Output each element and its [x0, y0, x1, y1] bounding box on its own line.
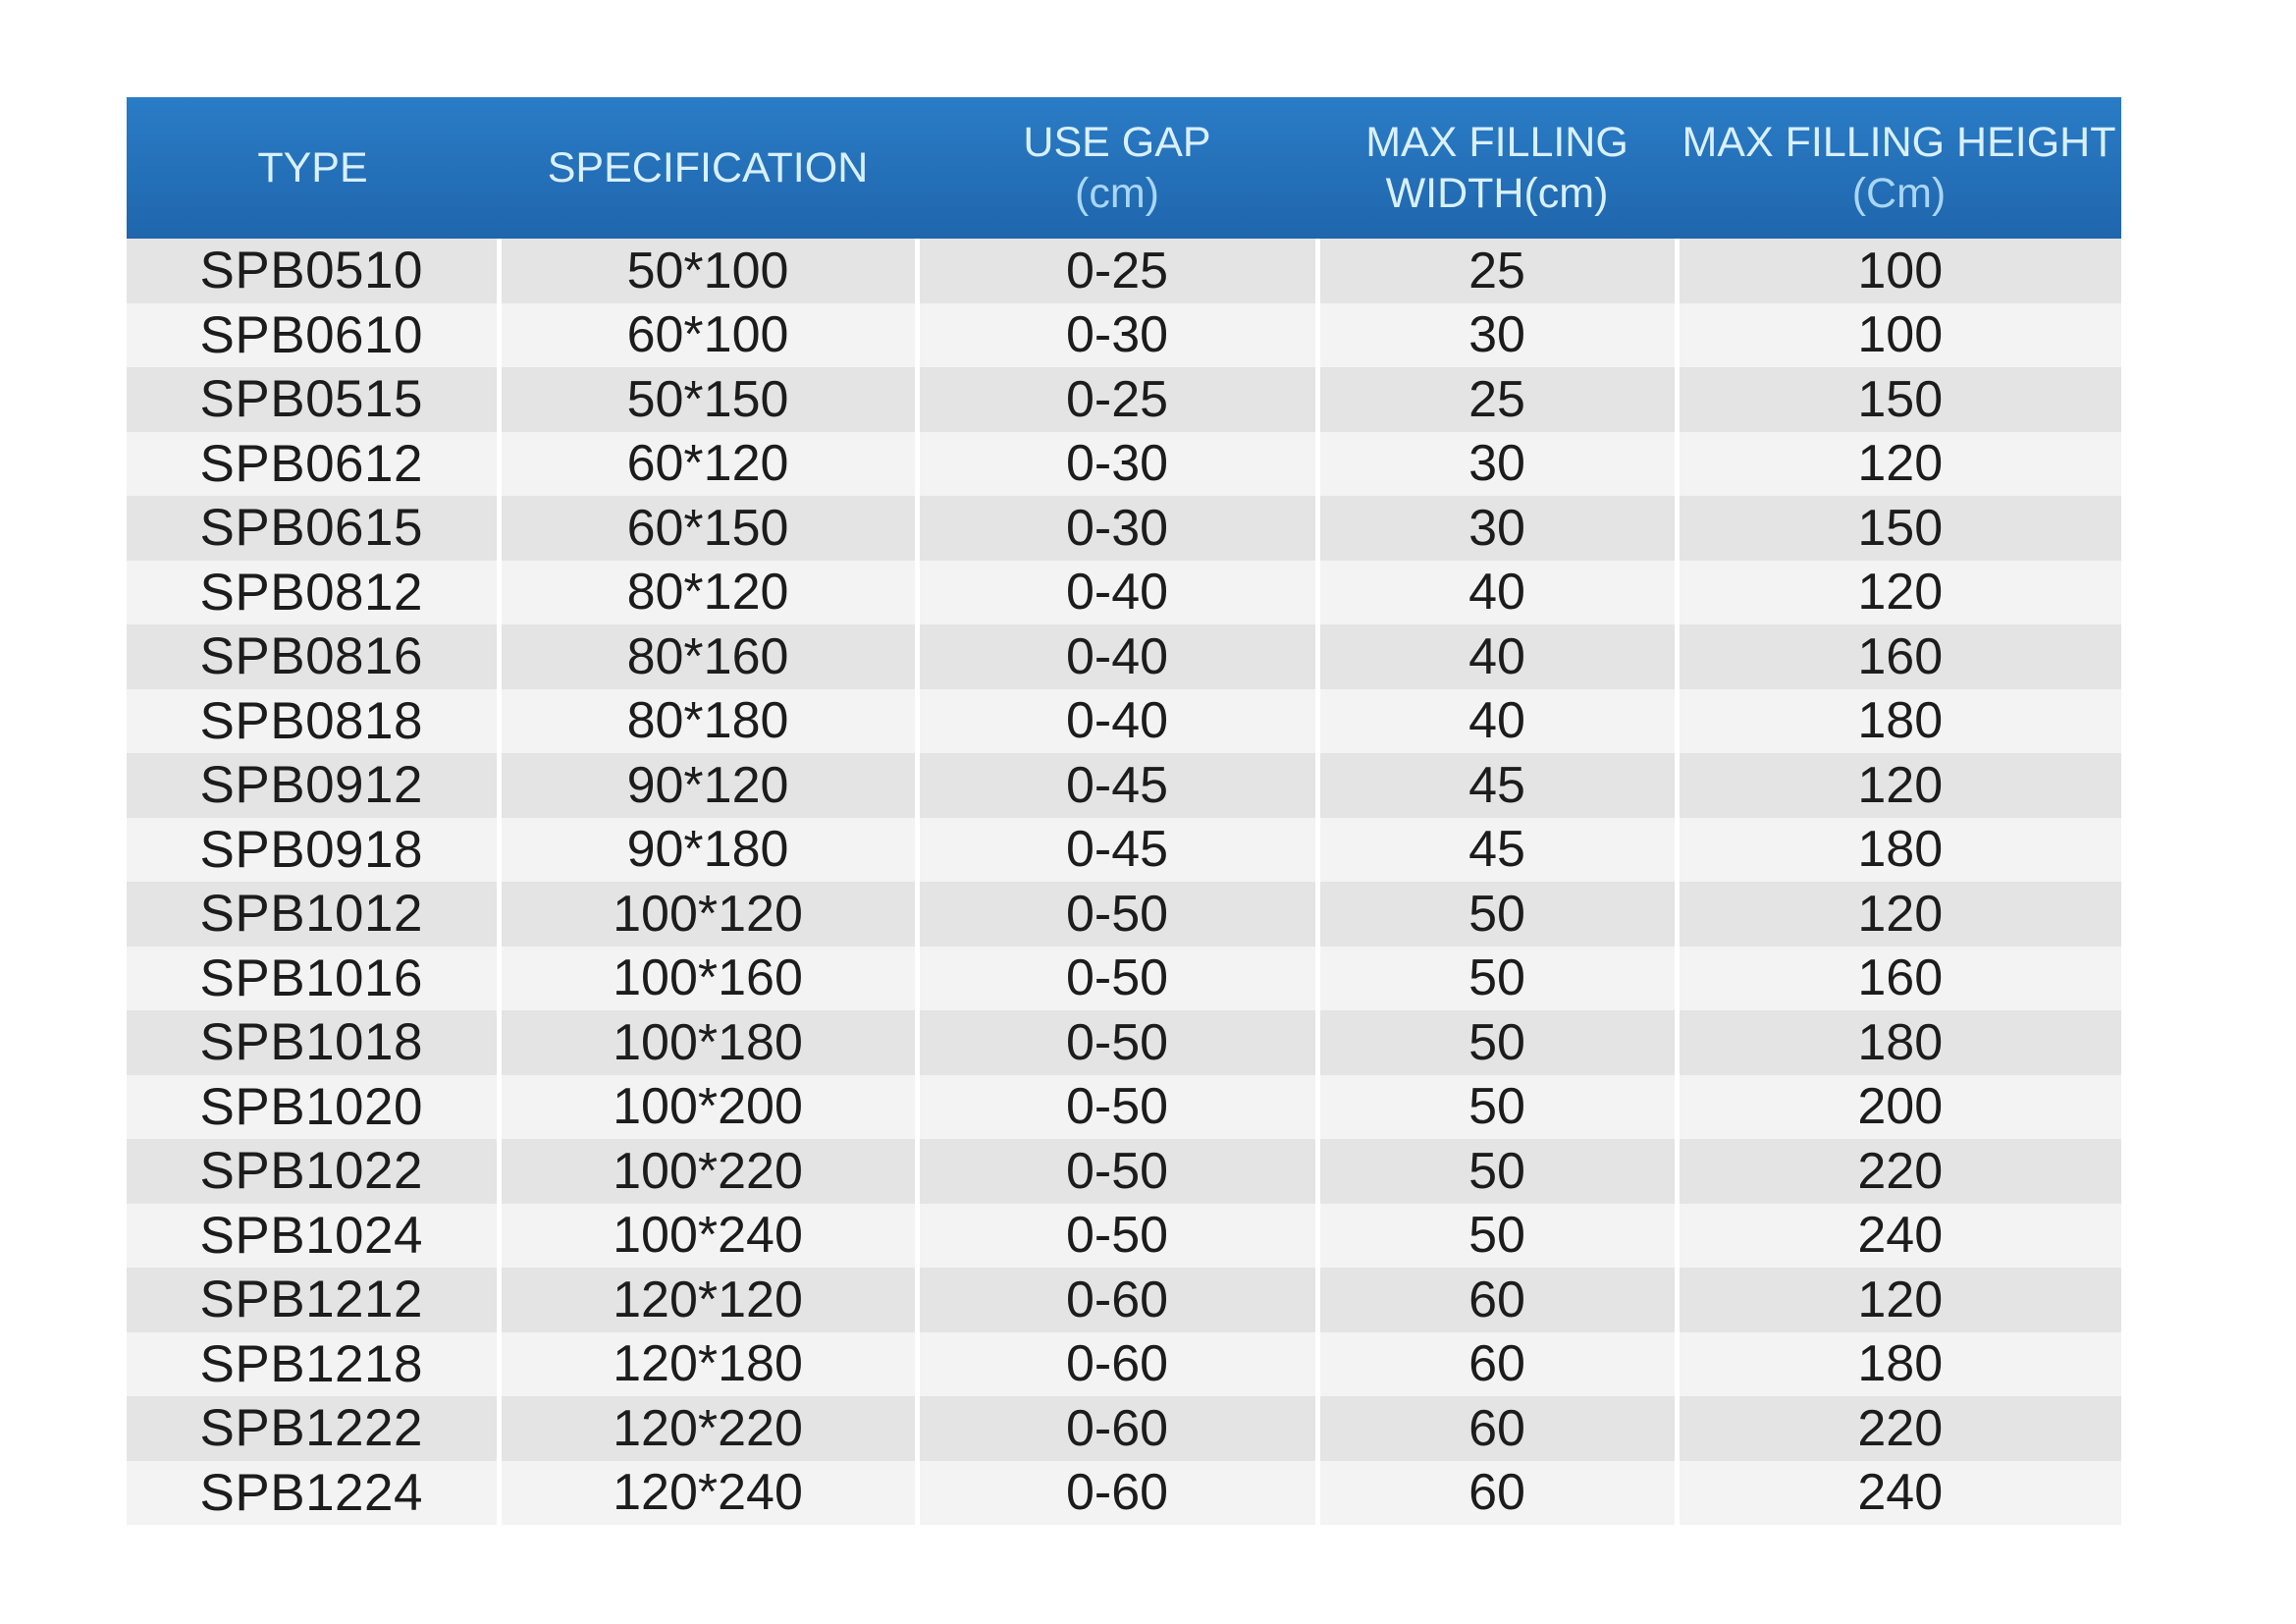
header-max-filling-height: [1677, 97, 2121, 239]
cell-specification: 90*180: [499, 818, 917, 883]
cell-max-filling-height: 150: [1677, 367, 2121, 432]
cell-max-filling-width: 40: [1317, 689, 1677, 754]
table-body: [127, 239, 2121, 1525]
cell-use-gap: 0-60: [917, 1461, 1317, 1526]
cell-max-filling-height: 100: [1677, 239, 2121, 303]
cell-type: SPB1012: [127, 882, 499, 947]
cell-type: SPB0816: [127, 624, 499, 689]
cell-specification: 120*240: [499, 1461, 917, 1526]
cell-max-filling-height: 160: [1677, 947, 2121, 1011]
table-row: [127, 1332, 2121, 1397]
cell-use-gap: 0-60: [917, 1396, 1317, 1461]
cell-max-filling-height: 160: [1677, 624, 2121, 689]
cell-use-gap: 0-45: [917, 818, 1317, 883]
cell-max-filling-height: 180: [1677, 1010, 2121, 1075]
cell-specification: 80*120: [499, 561, 917, 625]
header-max-width-line1: MAX FILLING: [1365, 119, 1629, 166]
cell-use-gap: 0-40: [917, 624, 1317, 689]
cell-max-filling-width: 40: [1317, 561, 1677, 625]
cell-type: SPB1218: [127, 1332, 499, 1397]
cell-max-filling-width: 50: [1317, 1075, 1677, 1140]
cell-type: SPB0510: [127, 239, 499, 303]
cell-specification: 100*220: [499, 1139, 917, 1204]
table-row: [127, 496, 2121, 561]
cell-type: SPB0812: [127, 561, 499, 625]
cell-max-filling-width: 50: [1317, 882, 1677, 947]
table-row: [127, 1010, 2121, 1075]
cell-max-filling-width: 45: [1317, 818, 1677, 883]
cell-max-filling-width: 30: [1317, 303, 1677, 368]
table-row: [127, 1396, 2121, 1461]
cell-max-filling-height: 120: [1677, 432, 2121, 497]
cell-use-gap: 0-50: [917, 882, 1317, 947]
header-use-gap-label: USE GAP: [1023, 119, 1211, 166]
cell-use-gap: 0-50: [917, 1010, 1317, 1075]
header-type-label: TYPE: [257, 144, 368, 191]
header-use-gap-unit: (cm): [1075, 170, 1159, 217]
cell-specification: 80*160: [499, 624, 917, 689]
cell-max-filling-height: 180: [1677, 689, 2121, 754]
cell-use-gap: 0-40: [917, 689, 1317, 754]
cell-max-filling-height: 200: [1677, 1075, 2121, 1140]
cell-type: SPB0615: [127, 496, 499, 561]
cell-max-filling-height: 120: [1677, 882, 2121, 947]
header-use-gap: [917, 97, 1317, 239]
table-row: [127, 1204, 2121, 1269]
cell-use-gap: 0-25: [917, 239, 1317, 303]
cell-specification: 100*200: [499, 1075, 917, 1140]
cell-type: SPB0912: [127, 753, 499, 818]
cell-specification: 100*240: [499, 1204, 917, 1269]
cell-max-filling-height: 150: [1677, 496, 2121, 561]
cell-use-gap: 0-50: [917, 1139, 1317, 1204]
table-row: [127, 367, 2121, 432]
table-row: [127, 624, 2121, 689]
table-header-row: [127, 97, 2121, 239]
table-row: [127, 432, 2121, 497]
header-max-height-unit: (Cm): [1851, 170, 1947, 217]
cell-specification: 80*180: [499, 689, 917, 754]
header-max-width-line2: WIDTH(cm): [1385, 170, 1609, 217]
cell-type: SPB1022: [127, 1139, 499, 1204]
cell-specification: 100*120: [499, 882, 917, 947]
cell-type: SPB0612: [127, 432, 499, 497]
header-type: [127, 97, 499, 239]
table-row: [127, 1139, 2121, 1204]
cell-type: SPB1212: [127, 1268, 499, 1332]
cell-use-gap: 0-50: [917, 1075, 1317, 1140]
spec-table: [127, 97, 2121, 1525]
cell-max-filling-width: 50: [1317, 1139, 1677, 1204]
table-row: [127, 239, 2121, 303]
header-max-filling-width: [1317, 97, 1677, 239]
cell-specification: 100*160: [499, 947, 917, 1011]
cell-specification: 60*120: [499, 432, 917, 497]
cell-use-gap: 0-60: [917, 1332, 1317, 1397]
cell-max-filling-width: 25: [1317, 367, 1677, 432]
cell-specification: 120*220: [499, 1396, 917, 1461]
cell-type: SPB1020: [127, 1075, 499, 1140]
table-row: [127, 818, 2121, 883]
cell-use-gap: 0-25: [917, 367, 1317, 432]
cell-max-filling-width: 30: [1317, 432, 1677, 497]
cell-specification: 60*100: [499, 303, 917, 368]
cell-type: SPB0918: [127, 818, 499, 883]
cell-max-filling-width: 30: [1317, 496, 1677, 561]
cell-specification: 50*100: [499, 239, 917, 303]
cell-max-filling-width: 60: [1317, 1396, 1677, 1461]
table-row: [127, 947, 2121, 1011]
cell-max-filling-height: 220: [1677, 1139, 2121, 1204]
cell-max-filling-height: 240: [1677, 1204, 2121, 1269]
table-row: [127, 1268, 2121, 1332]
cell-type: SPB1016: [127, 947, 499, 1011]
table-row: [127, 1461, 2121, 1526]
cell-type: SPB1222: [127, 1396, 499, 1461]
cell-max-filling-height: 220: [1677, 1396, 2121, 1461]
cell-max-filling-width: 60: [1317, 1461, 1677, 1526]
header-specification-label: SPECIFICATION: [547, 144, 869, 191]
cell-max-filling-height: 120: [1677, 753, 2121, 818]
cell-max-filling-height: 180: [1677, 1332, 2121, 1397]
table-row: [127, 1075, 2121, 1140]
cell-max-filling-width: 25: [1317, 239, 1677, 303]
cell-specification: 90*120: [499, 753, 917, 818]
cell-use-gap: 0-40: [917, 561, 1317, 625]
cell-max-filling-height: 120: [1677, 1268, 2121, 1332]
cell-specification: 50*150: [499, 367, 917, 432]
cell-use-gap: 0-50: [917, 947, 1317, 1011]
cell-max-filling-height: 100: [1677, 303, 2121, 368]
cell-type: SPB1018: [127, 1010, 499, 1075]
cell-specification: 100*180: [499, 1010, 917, 1075]
cell-type: SPB0515: [127, 367, 499, 432]
cell-max-filling-height: 120: [1677, 561, 2121, 625]
cell-max-filling-width: 50: [1317, 1010, 1677, 1075]
cell-max-filling-width: 50: [1317, 947, 1677, 1011]
cell-use-gap: 0-30: [917, 432, 1317, 497]
cell-max-filling-width: 50: [1317, 1204, 1677, 1269]
table-row: [127, 561, 2121, 625]
cell-type: SPB1024: [127, 1204, 499, 1269]
header-specification: [499, 97, 917, 239]
cell-type: SPB0610: [127, 303, 499, 368]
cell-max-filling-width: 60: [1317, 1268, 1677, 1332]
cell-specification: 120*120: [499, 1268, 917, 1332]
cell-type: SPB1224: [127, 1461, 499, 1526]
cell-type: SPB0818: [127, 689, 499, 754]
cell-use-gap: 0-50: [917, 1204, 1317, 1269]
cell-use-gap: 0-45: [917, 753, 1317, 818]
table-row: [127, 303, 2121, 368]
cell-use-gap: 0-30: [917, 303, 1317, 368]
cell-specification: 120*180: [499, 1332, 917, 1397]
cell-max-filling-height: 180: [1677, 818, 2121, 883]
cell-use-gap: 0-30: [917, 496, 1317, 561]
cell-max-filling-width: 45: [1317, 753, 1677, 818]
table-row: [127, 689, 2121, 754]
header-max-height-label: MAX FILLING HEIGHT: [1682, 119, 2116, 166]
cell-max-filling-height: 240: [1677, 1461, 2121, 1526]
cell-max-filling-width: 60: [1317, 1332, 1677, 1397]
cell-specification: 60*150: [499, 496, 917, 561]
cell-max-filling-width: 40: [1317, 624, 1677, 689]
cell-use-gap: 0-60: [917, 1268, 1317, 1332]
table-row: [127, 753, 2121, 818]
table-row: [127, 882, 2121, 947]
